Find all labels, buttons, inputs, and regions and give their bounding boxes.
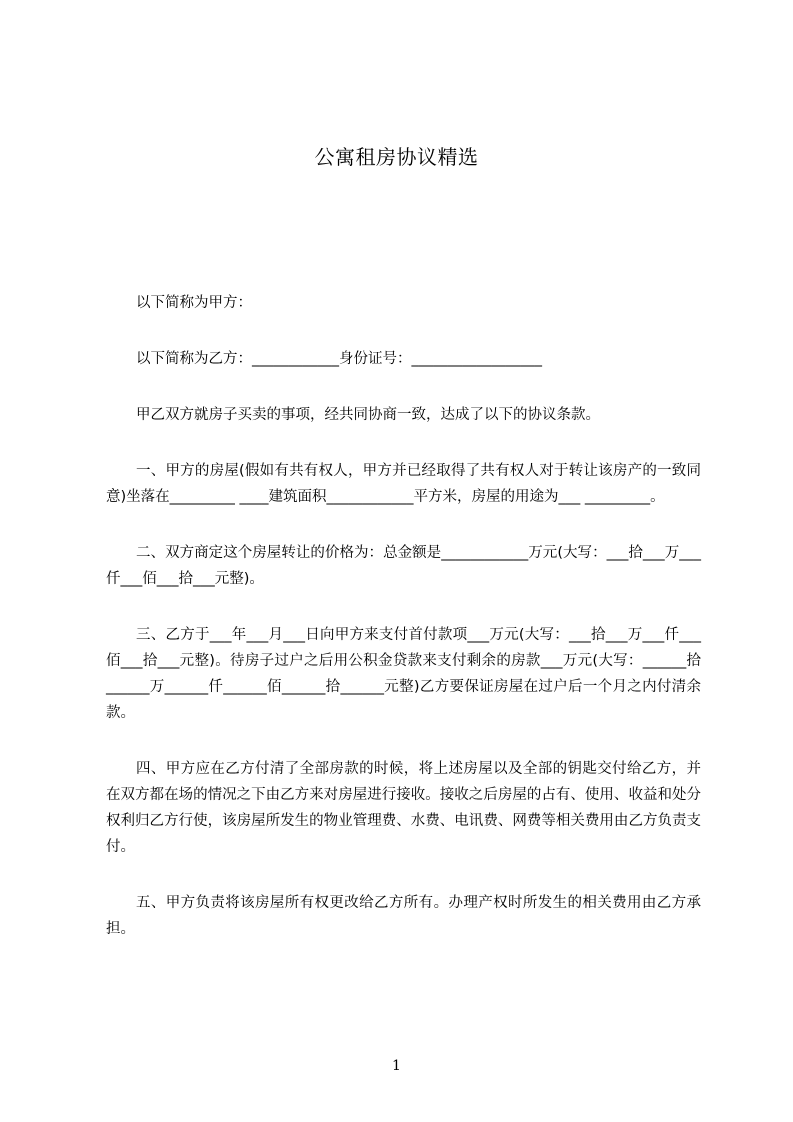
document-body	[106, 290, 701, 942]
paragraph-preamble: 甲乙双方就房子买卖的事项，经共同协商一致，达成了以下的协议条款。	[136, 407, 600, 423]
clause-1: 一、甲方的房屋(假如有共有权人，甲方并已经取得了共有权人对于转让该房产的一致同意)坐落在_________ ____建筑面积____________平方米，房屋的用途为___ _________。	[106, 463, 701, 505]
clause-5: 五、甲方负责将该房屋所有权更改给乙方所有。办理产权时所发生的相关费用由乙方承担。	[106, 895, 701, 937]
paragraph-party-a: 以下简称为甲方：	[136, 295, 252, 311]
paragraph-party-b: 以下简称为乙方：____________身份证号：__________________	[136, 351, 542, 367]
clause-3: 三、乙方于___年___月___日向甲方来支付首付款项___万元(大写：___拾___万___仟___佰___拾___元整)。待房子过户之后用公积金贷款来支付剩余的房款___万元(大写：______拾______万______仟______佰______拾______元整)乙方要保证房屋在过户后一个月之内付清余款。	[106, 627, 701, 721]
document-title: 公寓租房协议精选	[314, 145, 479, 169]
page-number: 1	[392, 1058, 401, 1074]
clause-4: 四、甲方应在乙方付清了全部房款的时候，将上述房屋以及全部的钥匙交付给乙方，并在双方都在场的情况之下由乙方来对房屋进行接收。接收之后房屋的占有、使用、收益和处分权利归乙方行使，该房屋所发生的物业管理费、水费、电讯费、网费等相关费用由乙方负责支付。	[106, 761, 701, 855]
clause-2: 二、双方商定这个房屋转让的价格为：总金额是____________万元(大写：___拾___万___仟___佰___拾___元整)。	[106, 545, 701, 587]
